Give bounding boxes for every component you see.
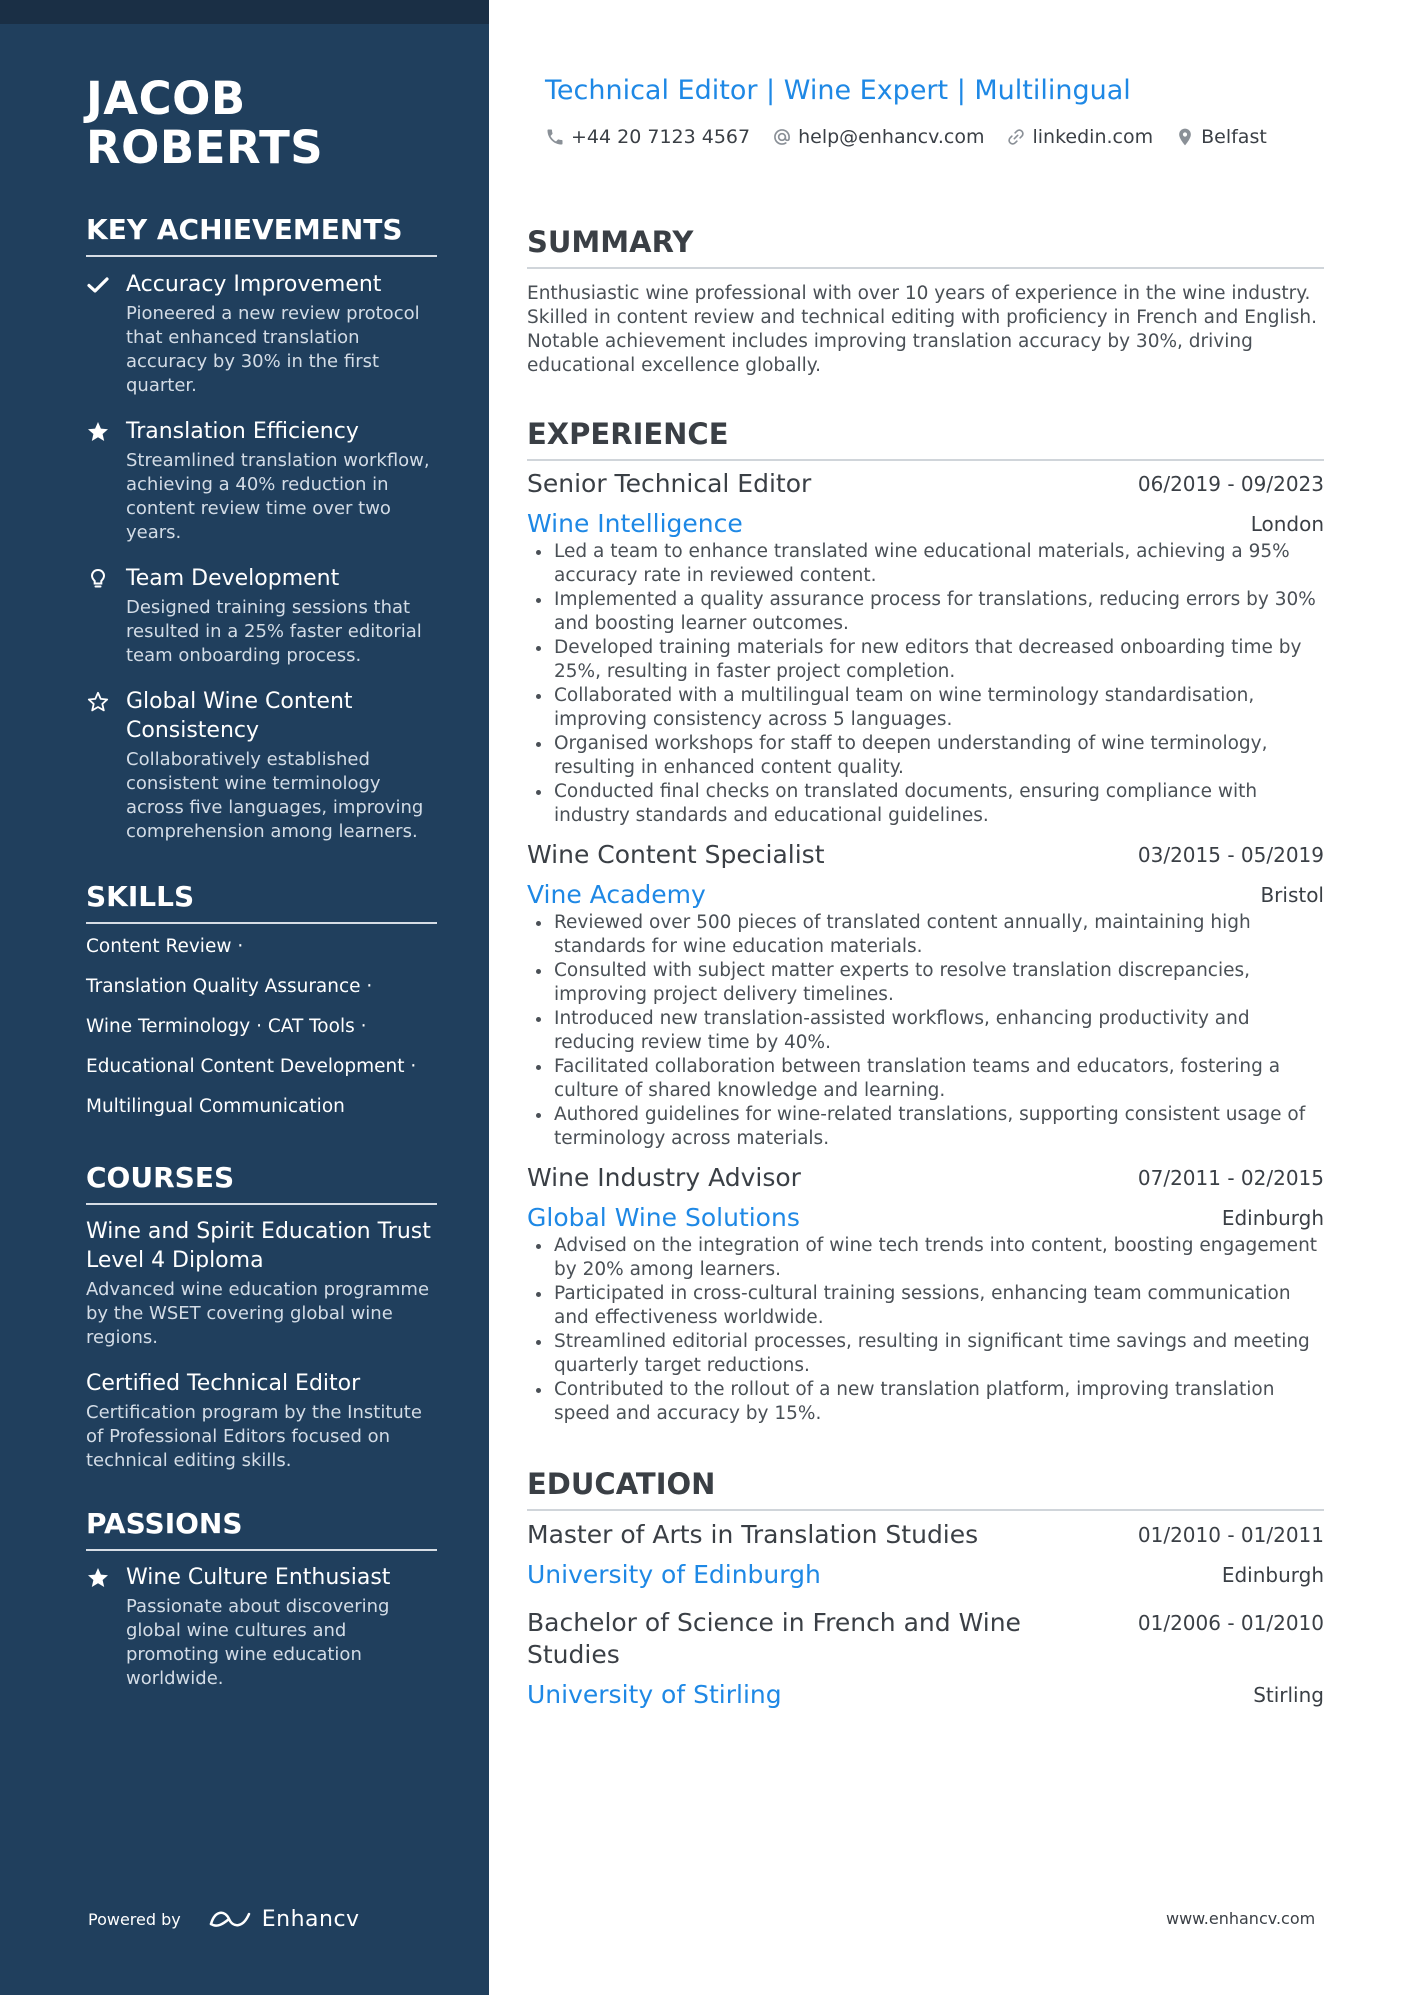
bullet: Facilitated collaboration between translation teams and educators, fostering a culture of shared knowledge and learning. xyxy=(527,1055,1324,1103)
bullet: Introduced new translation-assisted workflows, enhancing productivity and reducing review time by 40%. xyxy=(527,1007,1324,1055)
contact-location: Belfast xyxy=(1175,124,1267,150)
job-title: Senior Technical Editor xyxy=(527,469,812,498)
job-location: Bristol xyxy=(1260,883,1324,907)
experience-item xyxy=(527,468,1324,828)
bullet-list xyxy=(527,911,1324,1151)
bullet: Contributed to the rollout of a new translation platform, improving translation speed and accuracy by 15%. xyxy=(527,1378,1324,1426)
bullet: Reviewed over 500 pieces of translated content annually, maintaining high standards for wine education materials. xyxy=(527,911,1324,959)
degree-title: Master of Arts in Translation Studies xyxy=(527,1520,979,1549)
courses-heading: COURSES xyxy=(86,1161,437,1205)
company-name[interactable]: Vine Academy xyxy=(527,880,706,909)
job-title: Wine Content Specialist xyxy=(527,840,825,869)
bullet-list xyxy=(527,540,1324,828)
sidebar xyxy=(0,0,489,1995)
powered-by: Powered by Enhancv xyxy=(88,1906,360,1932)
bullet: Streamlined editorial processes, resulting in significant time savings and meeting quarterly target reductions. xyxy=(527,1330,1324,1378)
main-column xyxy=(527,224,1324,1711)
company-name[interactable]: Wine Intelligence xyxy=(527,509,743,538)
bullet: Led a team to enhance translated wine educational materials, achieving a 95% accuracy rate in reviewed content. xyxy=(527,540,1324,588)
skills-list xyxy=(86,935,437,1119)
achievement-item: Global Wine Content Consistency Collaboratively established consistent wine terminology across five languages, improving comprehension among learners. xyxy=(86,687,437,844)
education-dates: 01/2006 - 01/2010 xyxy=(1137,1611,1324,1635)
star-outline-icon xyxy=(86,690,110,714)
bullet-list xyxy=(527,1234,1324,1426)
education-item xyxy=(527,1607,1324,1711)
bullet: Participated in cross-cultural training sessions, enhancing team communication and effectiveness worldwide. xyxy=(527,1282,1324,1330)
enhancv-logo-icon xyxy=(207,1906,253,1932)
bullet: Authored guidelines for wine-related translations, supporting consistent usage of terminology across materials. xyxy=(527,1103,1324,1151)
sidebar-top-strip xyxy=(0,0,489,24)
job-dates: 03/2015 - 05/2019 xyxy=(1137,843,1324,867)
location-pin-icon xyxy=(1175,127,1195,147)
education-item xyxy=(527,1519,1324,1591)
bullet: Implemented a quality assurance process for translations, reducing errors by 30% and boosting learner outcomes. xyxy=(527,588,1324,636)
job-dates: 06/2019 - 09/2023 xyxy=(1137,472,1324,496)
school-name[interactable]: University of Edinburgh xyxy=(527,1560,821,1589)
education-dates: 01/2010 - 01/2011 xyxy=(1137,1523,1324,1547)
bullet: Developed training materials for new editors that decreased onboarding time by 25%, resulting in faster project completion. xyxy=(527,636,1324,684)
brand-name: Enhancv xyxy=(261,1906,360,1932)
bullet: Organised workshops for staff to deepen understanding of wine terminology, resulting in enhanced content quality. xyxy=(527,732,1324,780)
skill-line: Wine Terminology · CAT Tools · xyxy=(86,1016,367,1037)
bullet: Advised on the integration of wine tech trends into content, boosting engagement by 20% among learners. xyxy=(527,1234,1324,1282)
skills-heading: SKILLS xyxy=(86,880,437,924)
job-dates: 07/2011 - 02/2015 xyxy=(1137,1166,1324,1190)
website-link[interactable]: www.enhancv.com xyxy=(1166,1909,1316,1928)
headline: Technical Editor | Wine Expert | Multilingual xyxy=(545,75,1131,106)
skill-line: Multilingual Communication xyxy=(86,1096,345,1117)
company-name[interactable]: Global Wine Solutions xyxy=(527,1203,800,1232)
education-location: Stirling xyxy=(1253,1683,1324,1707)
bullet: Consulted with subject matter experts to resolve translation discrepancies, improving project delivery timelines. xyxy=(527,959,1324,1007)
at-icon xyxy=(772,127,792,147)
course-item: Wine and Spirit Education Trust Level 4 Diploma Advanced wine education programme by the WSET covering global wine regions. xyxy=(86,1219,431,1348)
achievements-heading: KEY ACHIEVEMENTS xyxy=(86,213,437,257)
job-location: Edinburgh xyxy=(1221,1206,1324,1230)
skill-line: Content Review · xyxy=(86,936,244,957)
passions-heading: PASSIONS xyxy=(86,1507,437,1551)
degree-title: Bachelor of Science in French and Wine Studies xyxy=(527,1608,1021,1669)
contact-linkedin[interactable]: linkedin.com xyxy=(1006,124,1153,150)
contact-phone[interactable]: +44 20 7123 4567 xyxy=(545,124,750,150)
experience-item xyxy=(527,1162,1324,1426)
job-location: London xyxy=(1250,512,1324,536)
job-title: Wine Industry Advisor xyxy=(527,1163,801,1192)
achievement-item: Team Development Designed training sessions that resulted in a 25% faster editorial team onboarding process. xyxy=(86,564,437,668)
summary-text: Enthusiastic wine professional with over 10 years of experience in the wine industry. Skilled in content review and technical editing with proficiency in French and English. Notable achievement includes improving translation accuracy by 30%, driving educational excellence globally. xyxy=(527,283,1317,376)
education-heading: EDUCATION xyxy=(527,1466,1324,1511)
passion-item: Wine Culture Enthusiast Passionate about discovering global wine cultures and promoting wine education worldwide. xyxy=(86,1563,437,1691)
experience-heading: EXPERIENCE xyxy=(527,416,1324,461)
candidate-name: JACOB ROBERTS xyxy=(86,72,324,174)
skill-line: Translation Quality Assurance · xyxy=(86,976,373,997)
school-name[interactable]: University of Stirling xyxy=(527,1680,782,1709)
contact-email[interactable]: help@enhancv.com xyxy=(772,124,984,150)
education-location: Edinburgh xyxy=(1221,1563,1324,1587)
bullet: Collaborated with a multilingual team on wine terminology standardisation, improving consistency across 5 languages. xyxy=(527,684,1324,732)
phone-icon xyxy=(545,127,565,147)
skill-line: Educational Content Development · xyxy=(86,1056,417,1077)
contact-bar xyxy=(545,124,1289,150)
star-filled-icon xyxy=(86,1566,110,1590)
bullet: Conducted final checks on translated documents, ensuring compliance with industry standards and educational guidelines. xyxy=(527,780,1324,828)
achievement-item: Accuracy Improvement Pioneered a new review protocol that enhanced translation accuracy by 30% in the first quarter. xyxy=(86,270,437,398)
summary-heading: SUMMARY xyxy=(527,224,1324,269)
experience-item xyxy=(527,839,1324,1151)
link-icon xyxy=(1006,127,1026,147)
achievement-item: Translation Efficiency Streamlined translation workflow, achieving a 40% reduction in content review time over two years. xyxy=(86,417,437,545)
lightbulb-icon xyxy=(86,567,110,591)
check-icon xyxy=(86,273,110,297)
star-filled-icon xyxy=(86,420,110,444)
course-item: Certified Technical Editor Certification program by the Institute of Professional Editors focused on technical editing skills. xyxy=(86,1371,422,1471)
